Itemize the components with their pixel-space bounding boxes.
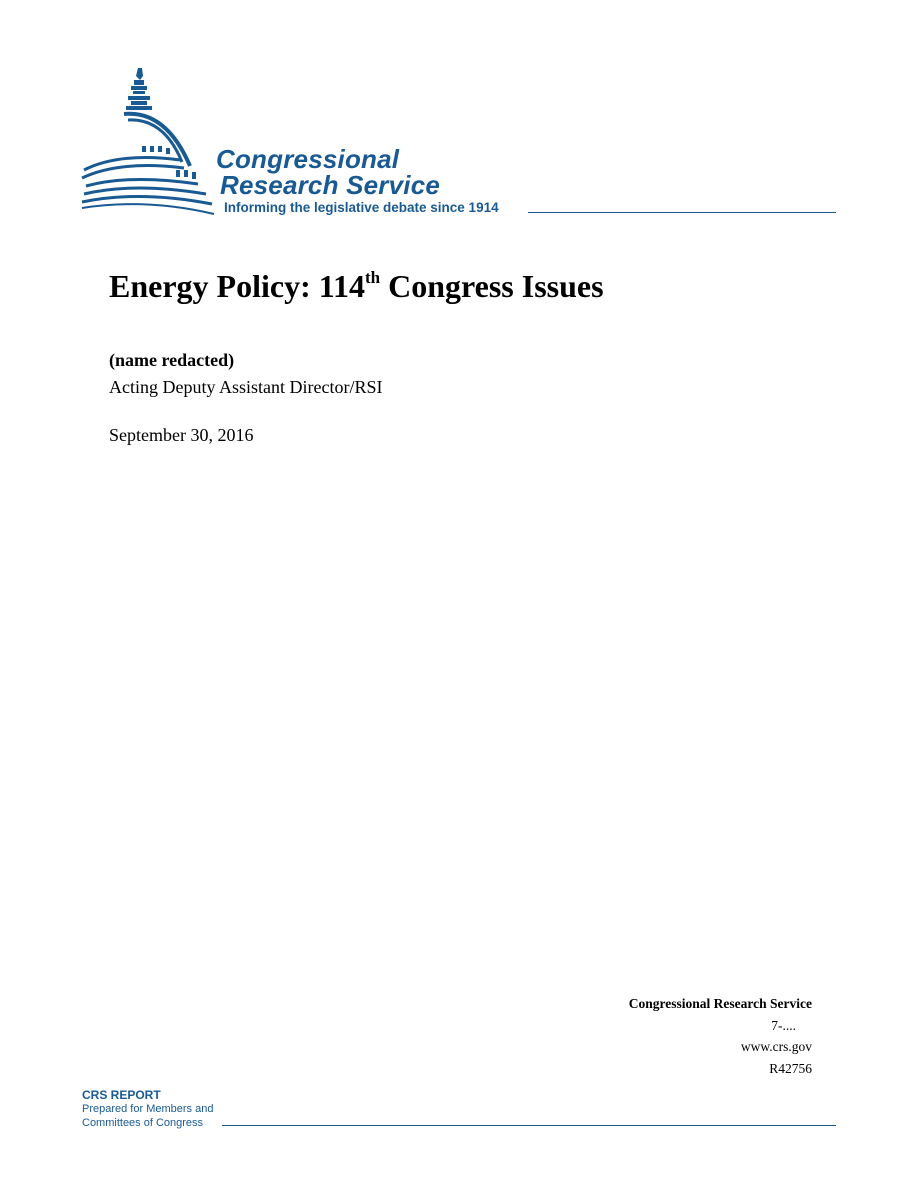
tagline-rule — [528, 212, 836, 213]
author-title: Acting Deputy Assistant Director/RSI — [109, 377, 383, 397]
logo-name-line1: Congressional — [216, 144, 400, 174]
crs-report-footer — [82, 1088, 213, 1130]
capitol-dome-icon — [80, 66, 220, 220]
report-date: September 30, 2016 — [109, 425, 254, 445]
publisher-block — [629, 993, 812, 1079]
title-superscript: th — [364, 268, 381, 288]
footer-line2: Committees of Congress — [82, 1117, 204, 1129]
publisher-name: Congressional Research Service — [628, 996, 812, 1011]
publisher-phone: 7-.... — [771, 1017, 796, 1033]
crs-logo — [80, 66, 840, 220]
footer-rule — [222, 1125, 836, 1126]
title-main: Energy Policy: 114 — [109, 268, 365, 304]
report-number: R42756 — [769, 1060, 812, 1076]
publisher-website[interactable]: www.crs.gov — [740, 1039, 812, 1054]
author-name: (name redacted) — [109, 350, 235, 370]
report-title — [109, 268, 604, 305]
footer-line1: Prepared for Members and — [82, 1103, 214, 1115]
logo-tagline: Informing the legislative debate since 1914 — [224, 200, 499, 215]
footer-heading: CRS REPORT — [82, 1088, 161, 1102]
logo-name-line2: Research Service — [220, 170, 441, 200]
title-end: Congress Issues — [380, 268, 604, 304]
